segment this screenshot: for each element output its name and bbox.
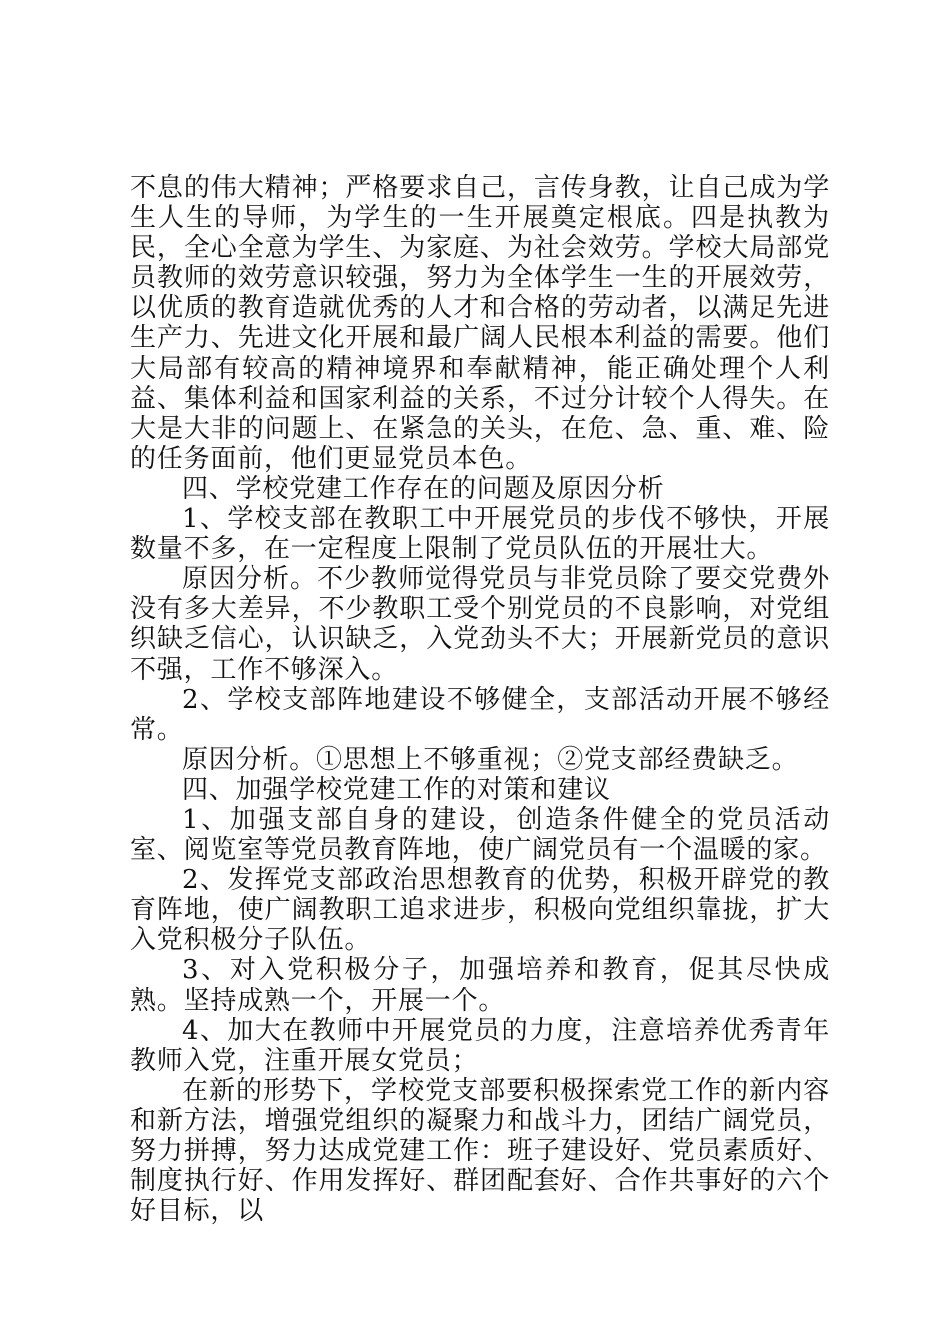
paragraph-problem-1: 1、学校支部在教职工中开展党员的步伐不够快，开展数量不多，在一定程度上限制了党员队伍的开展壮大。: [130, 504, 830, 565]
document-body: [130, 173, 830, 1226]
paragraph-continuation: 不息的伟大精神；严格要求自己，言传身教，让自己成为学生人生的导师，为学生的一生开展奠定根底。四是执教为民，全心全意为学生、为家庭、为社会效劳。学校大局部党员教师的效劳意识较强，努力为全体学生一生的开展效劳，以优质的教育造就优秀的人才和合格的劳动者，以满足先进生产力、先进文化开展和最广阔人民根本利益的需要。他们大局部有较高的精神境界和奉献精神，能正确处理个人利益、集体利益和国家利益的关系，不过分计较个人得失。在大是大非的问题上、在紧急的关头，在危、急、重、难、险的任务面前，他们更显党员本色。: [130, 173, 830, 474]
paragraph-problem-2: 2、学校支部阵地建设不够健全，支部活动开展不够经常。: [130, 684, 830, 745]
paragraph-cause-2: 原因分析。①思想上不够重视；②党支部经费缺乏。: [182, 744, 799, 775]
paragraph-suggestion-2: 2、发挥党支部政治思想教育的优势，积极开辟党的教育阵地，使广阔教职工追求进步，积极向党组织靠拢，扩大入党积极分子队伍。: [130, 865, 830, 956]
paragraph-conclusion: 在新的形势下，学校党支部要积极探索党工作的新内容和新方法，增强党组织的凝聚力和战斗力，团结广阔党员，努力拼搏，努力达成党建工作：班子建设好、党员素质好、制度执行好、作用发挥好、群团配套好、合作共事好的六个好目标，以: [130, 1075, 830, 1227]
section-heading-problems: 四、学校党建工作存在的问题及原因分析: [182, 473, 665, 504]
paragraph-suggestion-1: 1、加强支部自身的建设，创造条件健全的党员活动室、阅览室等党员教育阵地，使广阔党员有一个温暖的家。: [130, 804, 830, 866]
paragraph-cause-1: 原因分析。不少教师觉得党员与非党员除了要交党费外没有多大差异，不少教职工受个别党员的不良影响，对党组织缺乏信心，认识缺乏，入党劲头不大；开展新党员的意识不强，工作不够深入。: [130, 564, 830, 685]
paragraph-suggestion-3: 3、对入党积极分子，加强培养和教育，促其尽快成熟。坚持成熟一个，开展一个。: [130, 955, 830, 1016]
paragraph-suggestion-4: 4、加大在教师中开展党员的力度，注意培养优秀青年教师入党，注重开展女党员；: [130, 1015, 830, 1076]
section-heading-suggestions: 四、加强学校党建工作的对策和建议: [182, 774, 611, 805]
